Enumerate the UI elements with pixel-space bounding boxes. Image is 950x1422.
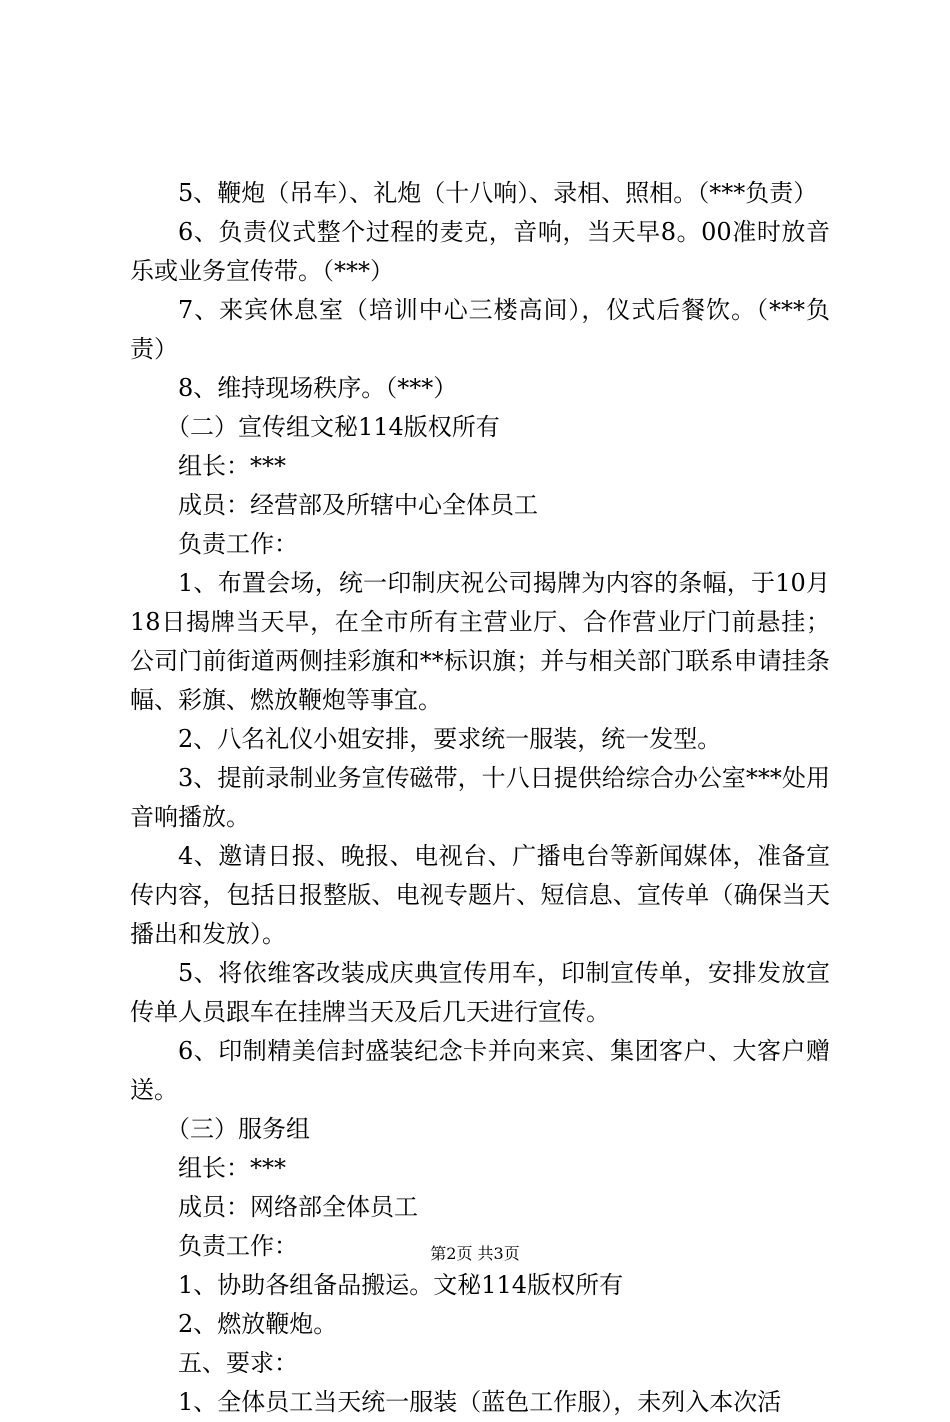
section-heading: （三）服务组 (166, 1115, 310, 1143)
paragraph: 5、鞭炮（吊车）、礼炮（十八响）、录相、照相。（***负责） (178, 179, 818, 207)
paragraph: 2、八名礼仪小姐安排，要求统一服装，统一发型。 (178, 725, 722, 753)
paragraph: 6、负责仪式整个过程的麦克，音响，当天早8。00准时放音乐或业务宣传带。（***） (130, 218, 830, 285)
paragraph: 1、协助各组备品搬运。文秘114版权所有 (178, 1271, 624, 1299)
paragraph: 6、印制精美信封盛装纪念卡并向来宾、集团客户、大客户赠送。 (130, 1037, 830, 1104)
paragraph: 3、提前录制业务宣传磁带，十八日提供给综合办公室***处用音响播放。 (130, 764, 830, 831)
paragraph: 7、来宾休息室（培训中心三楼高间），仪式后餐饮。（***负责） (130, 296, 830, 363)
paragraph: 1、全体员工当天统一服装（蓝色工作服），未列入本次活 (178, 1388, 782, 1416)
document-body (130, 174, 830, 1422)
paragraph: 2、燃放鞭炮。 (178, 1310, 338, 1338)
paragraph: 成员：经营部及所辖中心全体员工 (178, 491, 538, 519)
paragraph: 负责工作： (178, 1232, 298, 1260)
section-heading: 五、要求： (178, 1349, 298, 1377)
paragraph: 组长：*** (178, 1154, 286, 1182)
paragraph: 1、布置会场，统一印制庆祝公司揭牌为内容的条幅，于10月18日揭牌当天早，在全市所有主营业厅、合作营业厅门前悬挂；公司门前街道两侧挂彩旗和**标识旗；并与相关部门联系申请挂条幅、彩旗、燃放鞭炮等事宜。 (130, 569, 830, 714)
page-number-footer: 第2页 共3页 (430, 1244, 520, 1263)
paragraph: 5、将依维客改装成庆典宣传用车，印制宣传单，安排发放宣传单人员跟车在挂牌当天及后几天进行宣传。 (130, 959, 830, 1026)
section-heading: （二）宣传组文秘114版权所有 (166, 413, 500, 441)
paragraph: 4、邀请日报、晚报、电视台、广播电台等新闻媒体，准备宣传内容，包括日报整版、电视专题片、短信息、宣传单（确保当天播出和发放）。 (130, 842, 830, 948)
paragraph: 8、维持现场秩序。（***） (178, 374, 458, 402)
paragraph: 组长：*** (178, 452, 286, 480)
paragraph: 成员：网络部全体员工 (178, 1193, 418, 1221)
paragraph: 负责工作： (178, 530, 298, 558)
